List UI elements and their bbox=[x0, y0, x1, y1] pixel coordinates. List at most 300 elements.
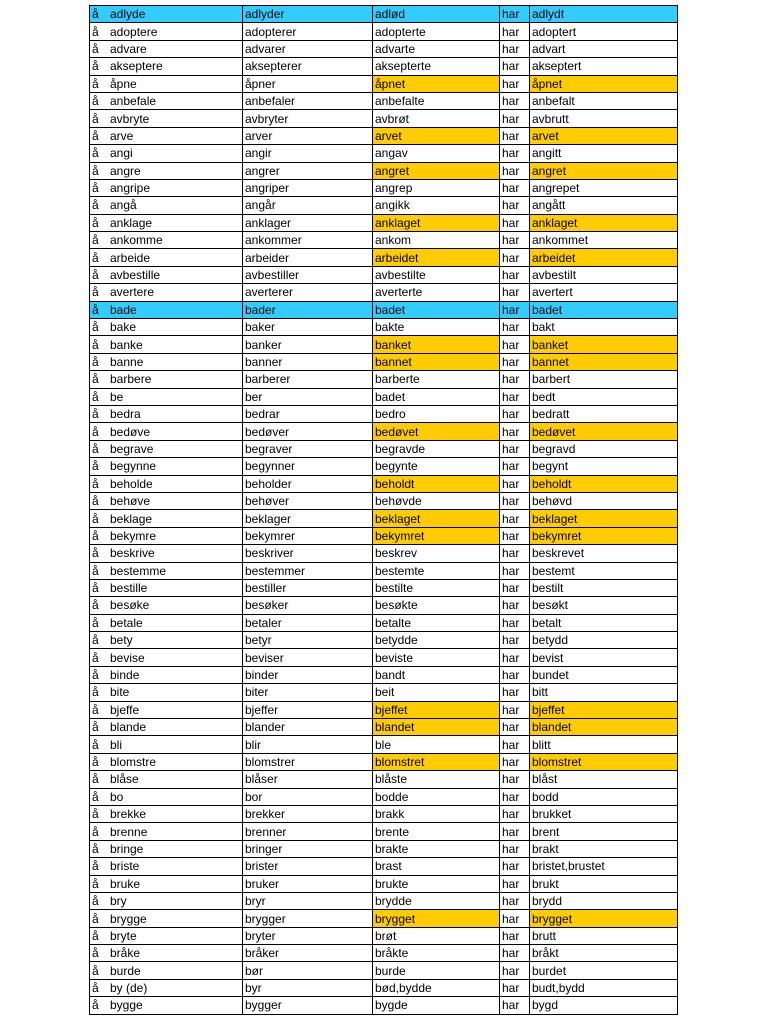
cell-present[interactable]: beskriver bbox=[243, 545, 373, 562]
cell-past[interactable]: arvet bbox=[373, 127, 500, 144]
table-row bbox=[90, 249, 678, 266]
cell-aux[interactable]: har bbox=[500, 875, 530, 892]
cell-participle[interactable]: bestilt bbox=[530, 579, 678, 596]
cell-participle[interactable]: begravd bbox=[530, 440, 678, 457]
cell-participle[interactable]: angitt bbox=[530, 145, 678, 162]
cell-present[interactable]: betaler bbox=[243, 614, 373, 631]
cell-past[interactable]: anbefalte bbox=[373, 92, 500, 109]
cell-participle[interactable]: angret bbox=[530, 162, 678, 179]
cell-aux[interactable]: har bbox=[500, 475, 530, 492]
cell-aux[interactable]: har bbox=[500, 266, 530, 283]
cell-past[interactable]: banket bbox=[373, 336, 500, 353]
cell-present[interactable]: begraver bbox=[243, 440, 373, 457]
cell-present[interactable]: bor bbox=[243, 788, 373, 805]
cell-participle[interactable]: brent bbox=[530, 823, 678, 840]
cell-past[interactable]: averterte bbox=[373, 284, 500, 301]
cell-aux[interactable]: har bbox=[500, 910, 530, 927]
cell-infinitive[interactable] bbox=[90, 649, 243, 666]
infinitive-marker: å bbox=[92, 963, 99, 978]
cell-present[interactable]: beviser bbox=[243, 649, 373, 666]
cell-infinitive[interactable] bbox=[90, 371, 243, 388]
cell-infinitive[interactable] bbox=[90, 301, 243, 318]
cell-infinitive[interactable] bbox=[90, 823, 243, 840]
cell-past[interactable]: beklaget bbox=[373, 510, 500, 527]
cell-infinitive[interactable] bbox=[90, 788, 243, 805]
cell-infinitive[interactable] bbox=[90, 979, 243, 996]
cell-past[interactable]: ble bbox=[373, 736, 500, 753]
cell-present[interactable]: bader bbox=[243, 301, 373, 318]
cell-participle[interactable]: besøkt bbox=[530, 597, 678, 614]
cell-aux[interactable]: har bbox=[500, 927, 530, 944]
cell-infinitive[interactable] bbox=[90, 510, 243, 527]
cell-infinitive[interactable] bbox=[90, 110, 243, 127]
cell-present[interactable]: bruker bbox=[243, 875, 373, 892]
cell-present[interactable]: banker bbox=[243, 336, 373, 353]
cell-present[interactable]: blander bbox=[243, 719, 373, 736]
cell-aux[interactable]: har bbox=[500, 75, 530, 92]
cell-infinitive[interactable] bbox=[90, 214, 243, 231]
cell-participle[interactable]: åpnet bbox=[530, 75, 678, 92]
cell-present[interactable]: åpner bbox=[243, 75, 373, 92]
cell-past[interactable]: brakte bbox=[373, 840, 500, 857]
cell-aux[interactable]: har bbox=[500, 962, 530, 979]
cell-infinitive[interactable] bbox=[90, 249, 243, 266]
cell-present[interactable]: banner bbox=[243, 353, 373, 370]
cell-infinitive[interactable] bbox=[90, 405, 243, 422]
cell-present[interactable]: bryr bbox=[243, 892, 373, 909]
cell-past[interactable]: bedro bbox=[373, 405, 500, 422]
cell-infinitive[interactable] bbox=[90, 266, 243, 283]
cell-participle[interactable]: brukt bbox=[530, 875, 678, 892]
cell-past[interactable]: badet bbox=[373, 388, 500, 405]
cell-aux[interactable]: har bbox=[500, 301, 530, 318]
cell-present[interactable]: binder bbox=[243, 666, 373, 683]
cell-participle[interactable]: bakt bbox=[530, 319, 678, 336]
cell-participle[interactable]: anbefalt bbox=[530, 92, 678, 109]
cell-infinitive[interactable] bbox=[90, 614, 243, 631]
cell-infinitive[interactable] bbox=[90, 997, 243, 1014]
cell-participle[interactable]: betalt bbox=[530, 614, 678, 631]
infinitive-marker: å bbox=[92, 337, 99, 352]
cell-infinitive[interactable] bbox=[90, 6, 243, 23]
cell-infinitive[interactable] bbox=[90, 197, 243, 214]
cell-present[interactable]: bestiller bbox=[243, 579, 373, 596]
cell-participle[interactable]: bekymret bbox=[530, 527, 678, 544]
cell-infinitive[interactable] bbox=[90, 910, 243, 927]
cell-present[interactable]: brygger bbox=[243, 910, 373, 927]
cell-present[interactable]: ber bbox=[243, 388, 373, 405]
cell-participle[interactable]: bjeffet bbox=[530, 701, 678, 718]
cell-participle[interactable]: bedøvet bbox=[530, 423, 678, 440]
cell-present[interactable]: brekker bbox=[243, 805, 373, 822]
cell-aux[interactable]: har bbox=[500, 979, 530, 996]
cell-infinitive[interactable] bbox=[90, 632, 243, 649]
cell-past[interactable]: begynte bbox=[373, 458, 500, 475]
cell-participle[interactable]: bygd bbox=[530, 997, 678, 1014]
cell-present[interactable]: advarer bbox=[243, 40, 373, 57]
cell-past[interactable]: avbrøt bbox=[373, 110, 500, 127]
cell-aux[interactable]: har bbox=[500, 6, 530, 23]
cell-present[interactable]: blåser bbox=[243, 771, 373, 788]
cell-participle[interactable]: blandet bbox=[530, 719, 678, 736]
cell-participle[interactable]: arvet bbox=[530, 127, 678, 144]
cell-infinitive[interactable] bbox=[90, 336, 243, 353]
cell-infinitive[interactable] bbox=[90, 440, 243, 457]
cell-aux[interactable]: har bbox=[500, 597, 530, 614]
cell-participle[interactable]: brakt bbox=[530, 840, 678, 857]
cell-participle[interactable]: beskrevet bbox=[530, 545, 678, 562]
cell-participle[interactable]: akseptert bbox=[530, 58, 678, 75]
cell-infinitive[interactable] bbox=[90, 127, 243, 144]
cell-participle[interactable]: banket bbox=[530, 336, 678, 353]
cell-past[interactable]: betydde bbox=[373, 632, 500, 649]
cell-participle[interactable]: adoptert bbox=[530, 23, 678, 40]
cell-aux[interactable]: har bbox=[500, 684, 530, 701]
cell-aux[interactable]: har bbox=[500, 666, 530, 683]
cell-past[interactable]: brygget bbox=[373, 910, 500, 927]
cell-aux[interactable]: har bbox=[500, 127, 530, 144]
cell-participle[interactable]: blåst bbox=[530, 771, 678, 788]
cell-present[interactable]: bekymrer bbox=[243, 527, 373, 544]
cell-present[interactable]: barberer bbox=[243, 371, 373, 388]
cell-aux[interactable]: har bbox=[500, 805, 530, 822]
cell-present[interactable]: beholder bbox=[243, 475, 373, 492]
cell-past[interactable]: blandet bbox=[373, 719, 500, 736]
table-row bbox=[90, 805, 678, 822]
cell-infinitive[interactable] bbox=[90, 527, 243, 544]
cell-past[interactable]: advarte bbox=[373, 40, 500, 57]
cell-infinitive[interactable] bbox=[90, 40, 243, 57]
cell-past[interactable]: bodde bbox=[373, 788, 500, 805]
cell-aux[interactable]: har bbox=[500, 23, 530, 40]
cell-infinitive[interactable] bbox=[90, 475, 243, 492]
cell-present[interactable]: avbestiller bbox=[243, 266, 373, 283]
cell-participle[interactable]: badet bbox=[530, 301, 678, 318]
cell-infinitive[interactable] bbox=[90, 771, 243, 788]
cell-participle[interactable]: budt,bydd bbox=[530, 979, 678, 996]
cell-present[interactable]: averterer bbox=[243, 284, 373, 301]
cell-present[interactable]: brister bbox=[243, 858, 373, 875]
cell-past[interactable]: anklaget bbox=[373, 214, 500, 231]
cell-infinitive[interactable] bbox=[90, 597, 243, 614]
cell-participle[interactable]: beklaget bbox=[530, 510, 678, 527]
cell-past[interactable]: åpnet bbox=[373, 75, 500, 92]
cell-past[interactable]: blomstret bbox=[373, 753, 500, 770]
cell-past[interactable]: angav bbox=[373, 145, 500, 162]
cell-participle[interactable]: behøvd bbox=[530, 492, 678, 509]
cell-present[interactable]: arbeider bbox=[243, 249, 373, 266]
cell-aux[interactable]: har bbox=[500, 823, 530, 840]
cell-past[interactable]: bekymret bbox=[373, 527, 500, 544]
cell-aux[interactable]: har bbox=[500, 788, 530, 805]
cell-past[interactable]: brydde bbox=[373, 892, 500, 909]
cell-participle[interactable]: adlydt bbox=[530, 6, 678, 23]
cell-participle[interactable]: ankommet bbox=[530, 232, 678, 249]
cell-infinitive[interactable] bbox=[90, 684, 243, 701]
cell-aux[interactable]: har bbox=[500, 614, 530, 631]
cell-participle[interactable]: arbeidet bbox=[530, 249, 678, 266]
cell-present[interactable]: bedrar bbox=[243, 405, 373, 422]
cell-infinitive[interactable] bbox=[90, 423, 243, 440]
cell-aux[interactable]: har bbox=[500, 405, 530, 422]
cell-past[interactable]: bedøvet bbox=[373, 423, 500, 440]
cell-aux[interactable]: har bbox=[500, 858, 530, 875]
cell-participle[interactable]: beholdt bbox=[530, 475, 678, 492]
cell-past[interactable]: brakk bbox=[373, 805, 500, 822]
cell-present[interactable]: begynner bbox=[243, 458, 373, 475]
cell-infinitive[interactable] bbox=[90, 736, 243, 753]
cell-present[interactable]: adopterer bbox=[243, 23, 373, 40]
cell-aux[interactable]: har bbox=[500, 423, 530, 440]
cell-past[interactable]: angrep bbox=[373, 179, 500, 196]
cell-past[interactable]: besøkte bbox=[373, 597, 500, 614]
cell-present[interactable]: behøver bbox=[243, 492, 373, 509]
cell-participle[interactable]: angrepet bbox=[530, 179, 678, 196]
cell-aux[interactable]: har bbox=[500, 92, 530, 109]
cell-aux[interactable]: har bbox=[500, 632, 530, 649]
cell-past[interactable]: brøt bbox=[373, 927, 500, 944]
cell-infinitive[interactable] bbox=[90, 945, 243, 962]
cell-aux[interactable]: har bbox=[500, 945, 530, 962]
cell-present[interactable]: blomstrer bbox=[243, 753, 373, 770]
cell-participle[interactable]: betydd bbox=[530, 632, 678, 649]
cell-aux[interactable]: har bbox=[500, 545, 530, 562]
cell-present[interactable]: angriper bbox=[243, 179, 373, 196]
cell-infinitive[interactable] bbox=[90, 545, 243, 562]
cell-past[interactable]: bygde bbox=[373, 997, 500, 1014]
cell-past[interactable]: burde bbox=[373, 962, 500, 979]
cell-infinitive[interactable] bbox=[90, 579, 243, 596]
cell-past[interactable]: behøvde bbox=[373, 492, 500, 509]
cell-past[interactable]: barberte bbox=[373, 371, 500, 388]
cell-past[interactable]: angikk bbox=[373, 197, 500, 214]
cell-present[interactable]: bør bbox=[243, 962, 373, 979]
cell-infinitive[interactable] bbox=[90, 145, 243, 162]
cell-infinitive[interactable] bbox=[90, 58, 243, 75]
cell-participle[interactable]: bundet bbox=[530, 666, 678, 683]
table-row bbox=[90, 545, 678, 562]
cell-aux[interactable]: har bbox=[500, 753, 530, 770]
cell-present[interactable]: brenner bbox=[243, 823, 373, 840]
cell-participle[interactable]: bråkt bbox=[530, 945, 678, 962]
cell-present[interactable]: betyr bbox=[243, 632, 373, 649]
cell-present[interactable]: bråker bbox=[243, 945, 373, 962]
cell-past[interactable]: bestemte bbox=[373, 562, 500, 579]
cell-past[interactable]: badet bbox=[373, 301, 500, 318]
cell-infinitive[interactable] bbox=[90, 162, 243, 179]
cell-present[interactable]: aksepterer bbox=[243, 58, 373, 75]
cell-infinitive[interactable] bbox=[90, 962, 243, 979]
cell-infinitive[interactable] bbox=[90, 75, 243, 92]
cell-infinitive[interactable] bbox=[90, 232, 243, 249]
cell-aux[interactable]: har bbox=[500, 440, 530, 457]
cell-participle[interactable]: burdet bbox=[530, 962, 678, 979]
cell-aux[interactable]: har bbox=[500, 719, 530, 736]
cell-participle[interactable]: bevist bbox=[530, 649, 678, 666]
cell-past[interactable]: bjeffet bbox=[373, 701, 500, 718]
cell-infinitive[interactable] bbox=[90, 701, 243, 718]
cell-aux[interactable]: har bbox=[500, 458, 530, 475]
cell-present[interactable]: adlyder bbox=[243, 6, 373, 23]
cell-past[interactable]: bakte bbox=[373, 319, 500, 336]
cell-past[interactable]: bestilte bbox=[373, 579, 500, 596]
cell-participle[interactable]: bannet bbox=[530, 353, 678, 370]
cell-participle[interactable]: angått bbox=[530, 197, 678, 214]
cell-infinitive[interactable] bbox=[90, 927, 243, 944]
cell-infinitive[interactable] bbox=[90, 492, 243, 509]
cell-infinitive[interactable] bbox=[90, 179, 243, 196]
cell-past[interactable]: blåste bbox=[373, 771, 500, 788]
cell-past[interactable]: brast bbox=[373, 858, 500, 875]
cell-infinitive[interactable] bbox=[90, 666, 243, 683]
cell-participle[interactable]: advart bbox=[530, 40, 678, 57]
cell-aux[interactable]: har bbox=[500, 336, 530, 353]
cell-aux[interactable]: har bbox=[500, 110, 530, 127]
cell-participle[interactable]: bristet,brustet bbox=[530, 858, 678, 875]
cell-infinitive[interactable] bbox=[90, 23, 243, 40]
cell-present[interactable]: biter bbox=[243, 684, 373, 701]
infinitive-marker: å bbox=[92, 163, 99, 178]
cell-present[interactable]: byr bbox=[243, 979, 373, 996]
cell-infinitive[interactable] bbox=[90, 892, 243, 909]
cell-infinitive[interactable] bbox=[90, 319, 243, 336]
cell-past[interactable]: angret bbox=[373, 162, 500, 179]
cell-aux[interactable]: har bbox=[500, 562, 530, 579]
cell-past[interactable]: beviste bbox=[373, 649, 500, 666]
cell-aux[interactable]: har bbox=[500, 179, 530, 196]
cell-present[interactable]: anbefaler bbox=[243, 92, 373, 109]
cell-present[interactable]: bestemmer bbox=[243, 562, 373, 579]
cell-present[interactable]: besøker bbox=[243, 597, 373, 614]
cell-aux[interactable]: har bbox=[500, 840, 530, 857]
infinitive-marker: å bbox=[92, 424, 99, 439]
cell-present[interactable]: bringer bbox=[243, 840, 373, 857]
cell-past[interactable]: beholdt bbox=[373, 475, 500, 492]
cell-present[interactable]: blir bbox=[243, 736, 373, 753]
cell-aux[interactable]: har bbox=[500, 527, 530, 544]
cell-past[interactable]: avbestilte bbox=[373, 266, 500, 283]
cell-aux[interactable]: har bbox=[500, 353, 530, 370]
cell-aux[interactable]: har bbox=[500, 319, 530, 336]
cell-participle[interactable]: blomstret bbox=[530, 753, 678, 770]
cell-present[interactable]: bedøver bbox=[243, 423, 373, 440]
cell-aux[interactable]: har bbox=[500, 701, 530, 718]
cell-aux[interactable]: har bbox=[500, 649, 530, 666]
cell-aux[interactable]: har bbox=[500, 40, 530, 57]
cell-aux[interactable]: har bbox=[500, 197, 530, 214]
cell-participle[interactable]: brydd bbox=[530, 892, 678, 909]
cell-participle[interactable]: bodd bbox=[530, 788, 678, 805]
cell-past[interactable]: aksepterte bbox=[373, 58, 500, 75]
cell-present[interactable]: avbryter bbox=[243, 110, 373, 127]
cell-aux[interactable]: har bbox=[500, 892, 530, 909]
table-row bbox=[90, 753, 678, 770]
cell-aux[interactable]: har bbox=[500, 736, 530, 753]
cell-participle[interactable]: bestemt bbox=[530, 562, 678, 579]
cell-infinitive[interactable] bbox=[90, 458, 243, 475]
cell-past[interactable]: brukte bbox=[373, 875, 500, 892]
cell-infinitive[interactable] bbox=[90, 562, 243, 579]
cell-participle[interactable]: brutt bbox=[530, 927, 678, 944]
cell-present[interactable]: baker bbox=[243, 319, 373, 336]
cell-participle[interactable]: bedt bbox=[530, 388, 678, 405]
cell-participle[interactable]: brygget bbox=[530, 910, 678, 927]
cell-infinitive[interactable] bbox=[90, 858, 243, 875]
cell-past[interactable]: ankom bbox=[373, 232, 500, 249]
cell-present[interactable]: bygger bbox=[243, 997, 373, 1014]
cell-participle[interactable]: brukket bbox=[530, 805, 678, 822]
cell-participle[interactable]: begynt bbox=[530, 458, 678, 475]
cell-present[interactable]: ankommer bbox=[243, 232, 373, 249]
cell-present[interactable]: angir bbox=[243, 145, 373, 162]
cell-past[interactable]: adopterte bbox=[373, 23, 500, 40]
cell-participle[interactable]: blitt bbox=[530, 736, 678, 753]
cell-present[interactable]: angår bbox=[243, 197, 373, 214]
cell-aux[interactable]: har bbox=[500, 145, 530, 162]
cell-participle[interactable]: bedratt bbox=[530, 405, 678, 422]
cell-infinitive[interactable] bbox=[90, 388, 243, 405]
cell-infinitive[interactable] bbox=[90, 875, 243, 892]
cell-infinitive[interactable] bbox=[90, 719, 243, 736]
cell-participle[interactable]: avbestilt bbox=[530, 266, 678, 283]
cell-participle[interactable]: avbrutt bbox=[530, 110, 678, 127]
cell-participle[interactable]: barbert bbox=[530, 371, 678, 388]
cell-infinitive[interactable] bbox=[90, 284, 243, 301]
cell-past[interactable]: beskrev bbox=[373, 545, 500, 562]
cell-infinitive[interactable] bbox=[90, 805, 243, 822]
cell-infinitive[interactable] bbox=[90, 92, 243, 109]
cell-participle[interactable]: bitt bbox=[530, 684, 678, 701]
infinitive-text: bygge bbox=[110, 998, 143, 1013]
cell-present[interactable]: arver bbox=[243, 127, 373, 144]
cell-aux[interactable]: har bbox=[500, 214, 530, 231]
cell-past[interactable]: bannet bbox=[373, 353, 500, 370]
cell-aux[interactable]: har bbox=[500, 510, 530, 527]
cell-past[interactable]: bød,bydde bbox=[373, 979, 500, 996]
cell-past[interactable]: beit bbox=[373, 684, 500, 701]
cell-aux[interactable]: har bbox=[500, 284, 530, 301]
cell-aux[interactable]: har bbox=[500, 162, 530, 179]
cell-participle[interactable]: avertert bbox=[530, 284, 678, 301]
cell-infinitive[interactable] bbox=[90, 840, 243, 857]
cell-present[interactable]: angrer bbox=[243, 162, 373, 179]
cell-aux[interactable]: har bbox=[500, 579, 530, 596]
cell-infinitive[interactable] bbox=[90, 753, 243, 770]
cell-past[interactable]: bråkte bbox=[373, 945, 500, 962]
cell-present[interactable]: bryter bbox=[243, 927, 373, 944]
cell-past[interactable]: arbeidet bbox=[373, 249, 500, 266]
cell-past[interactable]: brente bbox=[373, 823, 500, 840]
cell-aux[interactable]: har bbox=[500, 58, 530, 75]
cell-past[interactable]: betalte bbox=[373, 614, 500, 631]
cell-infinitive[interactable] bbox=[90, 353, 243, 370]
cell-aux[interactable]: har bbox=[500, 249, 530, 266]
cell-aux[interactable]: har bbox=[500, 492, 530, 509]
cell-past[interactable]: begravde bbox=[373, 440, 500, 457]
cell-aux[interactable]: har bbox=[500, 997, 530, 1014]
cell-present[interactable]: beklager bbox=[243, 510, 373, 527]
cell-participle[interactable]: anklaget bbox=[530, 214, 678, 231]
cell-aux[interactable]: har bbox=[500, 371, 530, 388]
cell-aux[interactable]: har bbox=[500, 771, 530, 788]
table-row bbox=[90, 23, 678, 40]
cell-past[interactable]: bandt bbox=[373, 666, 500, 683]
cell-aux[interactable]: har bbox=[500, 232, 530, 249]
cell-present[interactable]: bjeffer bbox=[243, 701, 373, 718]
cell-past[interactable]: adlød bbox=[373, 6, 500, 23]
cell-present[interactable]: anklager bbox=[243, 214, 373, 231]
cell-aux[interactable]: har bbox=[500, 388, 530, 405]
